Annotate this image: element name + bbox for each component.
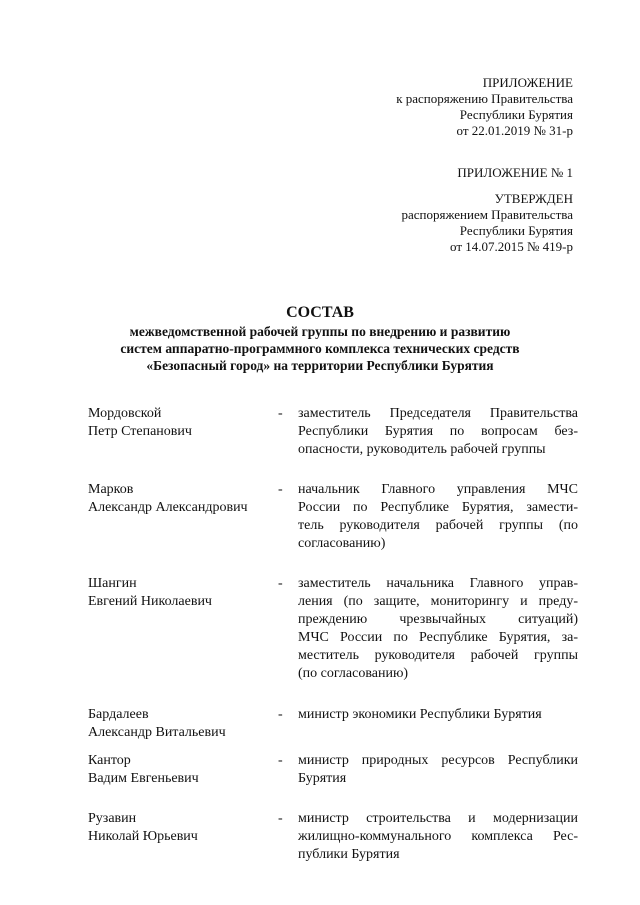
- appendix-stamp: [396, 75, 573, 139]
- member-surname: Мордовской: [88, 406, 162, 421]
- role-line: (по согласованию): [298, 666, 409, 681]
- role-line: опасности, руководитель рабочей группы: [298, 442, 546, 457]
- appendix-heading: ПРИЛОЖЕНИЕ: [482, 75, 573, 90]
- title-line-1: межведомственной рабочей группы по внедрению и развитию: [129, 324, 511, 339]
- member-name: [88, 752, 278, 788]
- role-line: публики Бурятия: [298, 847, 400, 862]
- role-line: тель руководителя рабочей группы (по: [298, 518, 578, 533]
- stamp-spacer: [401, 181, 573, 191]
- member-given-names: Александр Александрович: [88, 500, 248, 515]
- role-line: меститель руководителя рабочей группы: [298, 648, 578, 663]
- member-role: [298, 405, 578, 459]
- member-given-names: Петр Степанович: [88, 424, 192, 439]
- approval-date-number: от 14.07.2015 № 419-р: [450, 239, 573, 254]
- role-line: согласованию): [298, 536, 386, 551]
- member-entry: [88, 481, 578, 553]
- member-surname: Бардалеев: [88, 707, 149, 722]
- approval-appendix-number: ПРИЛОЖЕНИЕ № 1: [457, 165, 573, 180]
- title-main: СОСТАВ: [286, 304, 354, 321]
- role-line: ления (по защите, мониторингу и преду-: [298, 594, 578, 609]
- member-role: [298, 575, 578, 683]
- role-line: министр экономики Республики Бурятия: [298, 707, 542, 722]
- role-line: жилищно-коммунального комплекса Рес-: [298, 829, 578, 844]
- member-dash: -: [278, 482, 283, 497]
- member-dash: -: [278, 753, 283, 768]
- member-surname: Шангин: [88, 576, 137, 591]
- member-name: [88, 481, 278, 517]
- member-surname: Кантор: [88, 753, 131, 768]
- member-dash: -: [278, 707, 283, 722]
- role-line: заместитель Председателя Правительства: [298, 406, 578, 421]
- approval-heading: УТВЕРЖДЕН: [494, 191, 573, 206]
- member-given-names: Евгений Николаевич: [88, 594, 212, 609]
- role-line: МЧС России по Республике Бурятия, за-: [298, 630, 578, 645]
- member-name: [88, 405, 278, 441]
- member-role: [298, 706, 578, 724]
- appendix-region-line: Республики Бурятия: [459, 107, 573, 122]
- document-title: [60, 303, 580, 374]
- member-given-names: Вадим Евгеньевич: [88, 771, 199, 786]
- role-line: Бурятия: [298, 771, 347, 786]
- member-role: [298, 481, 578, 553]
- appendix-ref-line: к распоряжению Правительства: [396, 91, 573, 106]
- member-name: [88, 575, 278, 611]
- member-surname: Рузавин: [88, 811, 137, 826]
- member-surname: Марков: [88, 482, 134, 497]
- role-line: Республики Бурятия по вопросам без-: [298, 424, 578, 439]
- role-line: преждению чрезвычайных ситуаций): [298, 612, 578, 627]
- role-line: начальник Главного управления МЧС: [298, 482, 578, 497]
- member-role: [298, 810, 578, 864]
- role-line: заместитель начальника Главного управ-: [298, 576, 578, 591]
- appendix-date-number: от 22.01.2019 № 31-р: [456, 123, 573, 138]
- role-line: министр строительства и модернизации: [298, 811, 578, 826]
- role-line: России по Республике Бурятия, замести-: [298, 500, 578, 515]
- approval-stamp: [401, 165, 573, 255]
- role-line: министр природных ресурсов Республики: [298, 753, 578, 768]
- member-given-names: Николай Юрьевич: [88, 829, 198, 844]
- member-role: [298, 752, 578, 788]
- member-name: [88, 706, 278, 742]
- member-name: [88, 810, 278, 846]
- member-dash: -: [278, 406, 283, 421]
- member-dash: -: [278, 576, 283, 591]
- member-given-names: Александр Витальевич: [88, 725, 226, 740]
- approval-region-line: Республики Бурятия: [459, 223, 573, 238]
- member-entry: [88, 575, 578, 683]
- member-entry: [88, 405, 578, 459]
- member-entry: [88, 752, 578, 788]
- member-entry: [88, 706, 578, 740]
- member-entry: [88, 810, 578, 864]
- approval-ref-line: распоряжением Правительства: [401, 207, 573, 222]
- title-line-2: систем аппаратно-программного комплекса технических средств: [120, 341, 520, 356]
- title-line-3: «Безопасный город» на территории Республики Бурятия: [146, 358, 494, 373]
- members-list: [88, 405, 578, 864]
- member-dash: -: [278, 811, 283, 826]
